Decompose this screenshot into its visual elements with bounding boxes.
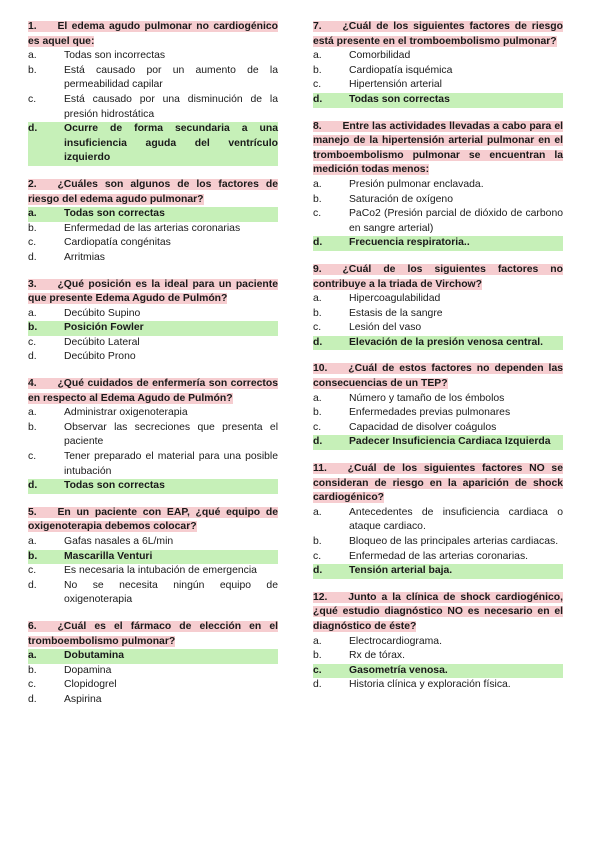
question-label: ¿Cuál es el fármaco de elección en el tromboembolismo pulmonar? (28, 620, 278, 647)
answer-option (28, 564, 278, 579)
option-letter: d. (28, 123, 38, 135)
option-text: Gasometría venosa. (349, 664, 448, 676)
question-title (28, 20, 278, 49)
question-label: El edema agudo pulmonar no cardiogénico es aquel que: (28, 21, 278, 47)
option-letter: a. (313, 293, 322, 305)
option-letter: b. (313, 193, 322, 205)
question-block (313, 263, 563, 351)
option-letter: c. (28, 451, 37, 463)
question-text (28, 507, 278, 533)
question-title (28, 278, 278, 307)
option-letter: b. (28, 64, 37, 76)
answer-option (28, 49, 278, 64)
option-text: Bloqueo de las principales arterias cardiacas. (349, 536, 559, 547)
question-block (313, 20, 563, 108)
question-text (313, 264, 563, 290)
question-block (313, 591, 563, 693)
option-text: Aspirina (64, 693, 102, 705)
answer-option (313, 307, 563, 322)
option-letter: c. (28, 93, 37, 105)
option-text: Es necesaria la intubación de emergencia (64, 565, 257, 577)
answer-option-correct (313, 664, 563, 679)
option-text: Observar las secreciones que presenta el paciente (64, 421, 278, 448)
question-block (28, 178, 278, 266)
question-title (28, 506, 278, 535)
question-number: 3. (28, 278, 37, 290)
option-letter: b. (28, 550, 38, 562)
option-letter: c. (313, 79, 322, 91)
question-label: ¿Qué posición es la ideal para un paciente que presente Edema Agudo de Pulmón? (28, 278, 278, 305)
question-number: 11. (313, 463, 327, 475)
answer-option-correct (28, 479, 278, 494)
question-block (28, 278, 278, 366)
answer-option (28, 664, 278, 679)
option-text: Arritmias (64, 251, 105, 263)
question-label: ¿Cuál de los siguientes factores NO se consideran de riesgo en la aparición de shock cardiogénico? (313, 463, 563, 504)
question-number: 1. (28, 21, 37, 32)
option-letter: d. (313, 679, 322, 691)
option-text: Está causado por una disminución de la presión hidrostática (64, 93, 278, 120)
option-letter: a. (28, 536, 37, 547)
question-label: ¿Cuáles son algunos de los factores de riesgo del edema agudo pulmonar? (28, 178, 278, 205)
answer-option (28, 251, 278, 266)
answer-option (28, 236, 278, 251)
question-number: 12. (313, 591, 328, 603)
option-letter: c. (313, 421, 322, 433)
answer-option (28, 535, 278, 550)
answer-option (28, 222, 278, 237)
option-letter: c. (313, 322, 322, 334)
question-label: ¿Qué cuidados de enfermería son correctos en respecto al Edema Agudo de Pulmón? (28, 378, 278, 404)
option-text: Administrar oxigenoterapia (64, 407, 188, 419)
answer-option (313, 78, 563, 93)
option-text: Historia clínica y exploración física. (349, 679, 511, 691)
question-title (313, 20, 563, 49)
option-letter: c. (28, 336, 37, 348)
option-letter: d. (313, 565, 323, 577)
question-label: Junto a la clínica de shock cardiogénico, ¿qué estudio diagnóstico NO es necesario en el diagnóstico de éste? (313, 591, 563, 632)
option-text: Presión pulmonar enclavada. (349, 178, 484, 190)
answer-option (313, 321, 563, 336)
question-number: 6. (28, 620, 37, 632)
question-title (313, 263, 563, 292)
answer-option-correct (28, 122, 278, 166)
option-text: Enfermedades previas pulmonares (349, 407, 511, 419)
question-text (28, 621, 278, 647)
option-text: Hipertensión arterial (349, 79, 442, 91)
option-letter: a. (313, 635, 322, 647)
option-letter: a. (28, 50, 37, 62)
option-letter: a. (28, 307, 37, 319)
option-letter: b. (313, 536, 322, 547)
question-block (313, 362, 563, 450)
option-text: Número y tamaño de los émbolos (349, 392, 505, 404)
question-number: 9. (313, 263, 322, 275)
option-text: Está causado por un aumento de la permeabilidad capilar (64, 64, 278, 91)
option-text: Cardiopatía congénitas (64, 237, 171, 249)
option-text: Decúbito Lateral (64, 336, 140, 348)
option-text: Gafas nasales a 6L/min (64, 536, 174, 547)
answer-option (28, 421, 278, 450)
answer-option (28, 336, 278, 351)
answer-option (313, 392, 563, 407)
answer-option (28, 450, 278, 479)
answer-option (28, 93, 278, 122)
answer-option (313, 406, 563, 421)
option-letter: b. (313, 407, 322, 419)
option-letter: d. (28, 579, 37, 591)
option-text: Todas son correctas (349, 93, 450, 105)
option-text: Enfermedad de las arterias coronarias. (349, 550, 529, 562)
answer-option-correct (313, 336, 563, 351)
option-text: Posición Fowler (64, 322, 144, 334)
answer-option-correct (313, 93, 563, 108)
question-block (28, 20, 278, 166)
question-number: 7. (313, 21, 322, 32)
question-title (313, 462, 563, 506)
option-letter: a. (28, 208, 37, 220)
option-letter: a. (313, 392, 322, 404)
question-text (28, 378, 278, 404)
option-text: Todas son correctas (64, 208, 165, 220)
answer-option (313, 49, 563, 64)
question-title (313, 120, 563, 178)
question-text (313, 592, 563, 632)
option-text: Cardiopatía isquémica (349, 64, 453, 76)
option-text: Elevación de la presión venosa central. (349, 336, 544, 348)
question-label: Entre las actividades llevadas a cabo para el manejo de la hipertensión arterial pulmonar en el tromboembolismo pulmonar se encuentran la medición todas menos: (313, 120, 563, 176)
option-text: Dobutamina (64, 650, 125, 662)
answer-option (313, 649, 563, 664)
answer-option (28, 406, 278, 421)
answer-option (28, 307, 278, 322)
option-letter: b. (313, 650, 322, 662)
answer-option-correct (28, 321, 278, 336)
option-letter: c. (28, 565, 37, 577)
answer-option (313, 193, 563, 208)
option-letter: c. (313, 208, 322, 220)
option-text: Clopidogrel (64, 679, 117, 691)
answer-option (313, 635, 563, 650)
answer-option (313, 207, 563, 236)
answer-option-correct (28, 207, 278, 222)
option-text: Antecedentes de insuficiencia cardiaca o ataque cardiaco. (349, 506, 563, 533)
answer-option (313, 178, 563, 193)
option-text: Decúbito Supino (64, 307, 141, 319)
option-text: Rx de tórax. (349, 650, 406, 662)
option-letter: d. (313, 436, 323, 448)
question-number: 4. (28, 378, 37, 390)
option-text: Saturación de oxígeno (349, 193, 453, 205)
option-letter: a. (313, 506, 322, 518)
option-letter: d. (28, 251, 37, 263)
option-letter: a. (313, 178, 322, 190)
question-text (313, 121, 563, 176)
answer-option (28, 64, 278, 93)
right-column (313, 20, 563, 705)
answer-option-correct (313, 236, 563, 251)
option-text: No se necesita ningún equipo de oxigenoterapia (64, 579, 278, 606)
question-label: En un paciente con EAP, ¿qué equipo de oxigenoterapia debemos colocar? (28, 506, 278, 533)
option-text: Padecer Insuficiencia Cardiaca Izquierda (349, 436, 551, 448)
option-text: Ocurre de forma secundaria a una insuficiencia aguda del ventrículo izquierdo (64, 123, 278, 164)
question-block (313, 120, 563, 251)
option-letter: b. (28, 322, 38, 334)
answer-option (313, 64, 563, 79)
option-letter: c. (313, 664, 322, 676)
question-text (28, 179, 278, 205)
option-text: Hipercoagulabilidad (349, 293, 441, 305)
option-text: Todas son incorrectas (64, 50, 166, 62)
answer-option-correct (28, 550, 278, 565)
question-title (313, 362, 563, 391)
question-text (313, 363, 563, 389)
option-letter: d. (313, 237, 323, 249)
option-text: Electrocardiograma. (349, 635, 442, 647)
answer-option (313, 506, 563, 535)
option-letter: d. (28, 693, 37, 705)
question-text (28, 279, 278, 305)
option-letter: d. (313, 336, 323, 348)
question-label: ¿Cuál de los siguientes factores no contribuye a la triada de Virchow? (313, 263, 563, 290)
option-text: Dopamina (64, 664, 112, 676)
question-number: 2. (28, 178, 37, 190)
question-text (313, 463, 563, 503)
option-letter: a. (28, 407, 37, 419)
answer-option-correct (313, 435, 563, 450)
option-text: Tensión arterial baja. (349, 565, 453, 577)
option-letter: c. (28, 237, 37, 249)
option-text: Estasis de la sangre (349, 307, 443, 319)
question-block (313, 462, 563, 579)
question-title (28, 620, 278, 649)
option-letter: b. (28, 222, 37, 234)
answer-option (28, 693, 278, 708)
option-letter: d. (28, 351, 37, 363)
answer-option (313, 292, 563, 307)
question-text (313, 21, 563, 47)
question-block (28, 620, 278, 708)
question-title (313, 591, 563, 635)
option-letter: b. (28, 421, 37, 433)
answer-option (313, 678, 563, 693)
question-number: 5. (28, 506, 37, 518)
answer-option (313, 421, 563, 436)
answer-option (28, 579, 278, 608)
question-title (28, 377, 278, 406)
question-label: ¿Cuál de los siguientes factores de riesgo está presente en el tromboembolismo pulmonar? (313, 21, 563, 47)
option-text: Mascarilla Venturi (64, 550, 153, 562)
question-text (28, 21, 278, 47)
option-letter: b. (313, 64, 322, 76)
answer-option (313, 550, 563, 565)
question-number: 10. (313, 363, 328, 375)
option-letter: b. (28, 664, 37, 676)
option-text: Comorbilidad (349, 50, 411, 62)
question-label: ¿Cuál de estos factores no dependen las consecuencias de un TEP? (313, 363, 563, 390)
option-letter: d. (28, 480, 38, 492)
question-number: 8. (313, 120, 322, 132)
option-text: Todas son correctas (64, 480, 165, 492)
option-text: PaCo2 (Presión parcial de dióxido de carbono en sangre arterial) (349, 208, 563, 234)
option-letter: a. (313, 50, 322, 62)
option-text: Enfermedad de las arterias coronarias (64, 222, 241, 234)
option-letter: c. (28, 679, 37, 691)
option-letter: a. (28, 650, 37, 662)
option-letter: d. (313, 93, 323, 105)
option-text: Decúbito Prono (64, 351, 136, 363)
question-block (28, 377, 278, 494)
answer-option-correct (28, 649, 278, 664)
option-text: Capacidad de disolver coágulos (349, 421, 497, 433)
left-column (28, 20, 278, 720)
option-letter: c. (313, 550, 322, 562)
question-block (28, 506, 278, 608)
answer-option-correct (313, 564, 563, 579)
question-title (28, 178, 278, 207)
option-letter: b. (313, 307, 322, 319)
answer-option (28, 678, 278, 693)
option-text: Frecuencia respiratoria.. (349, 237, 470, 249)
answer-option (313, 535, 563, 550)
option-text: Lesión del vaso (349, 322, 422, 334)
answer-option (28, 350, 278, 365)
option-text: Tener preparado el material para una posible intubación (64, 451, 278, 477)
